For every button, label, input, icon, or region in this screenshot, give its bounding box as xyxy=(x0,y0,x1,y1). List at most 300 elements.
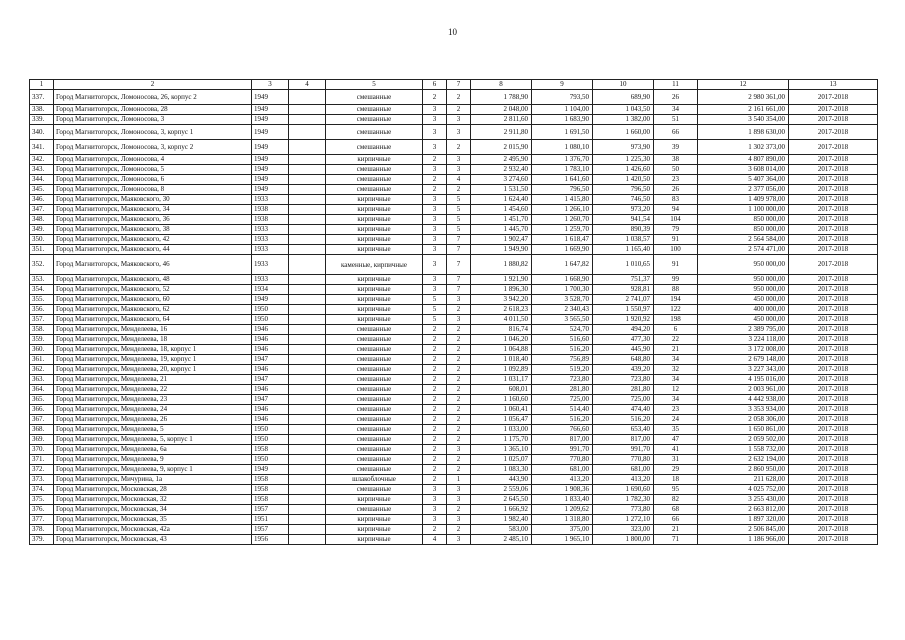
cell-living-area: 689,90 xyxy=(593,90,654,105)
cell-address: Город Магнитогорск, Менделеева, 22 xyxy=(54,385,252,395)
cell-cost: 2 058 306,00 xyxy=(698,415,789,425)
cell-wall-material: кирпичные xyxy=(326,525,423,535)
cell-wall-material: смешанные xyxy=(326,435,423,445)
cell-address: Город Магнитогорск, Ломоносова, 5 xyxy=(54,165,252,175)
cell-wall-material: смешанные xyxy=(326,395,423,405)
cell-address: Город Магнитогорск, Маяковского, 44 xyxy=(54,245,252,255)
cell-row-number: 352. xyxy=(30,255,54,275)
cell-row-number: 364. xyxy=(30,385,54,395)
cell-year-built: 1950 xyxy=(252,425,289,435)
table-row xyxy=(30,305,878,315)
cell-wall-material: кирпичные xyxy=(326,275,423,285)
cell-total-area: 2 048,00 xyxy=(471,105,532,115)
cell-address: Город Магнитогорск, Мичурина, 1а xyxy=(54,475,252,485)
cell-address: Город Магнитогорск, Ломоносова, 3, корпус 1 xyxy=(54,125,252,140)
cell-col-4 xyxy=(289,495,326,505)
header-cell: 2 xyxy=(54,80,252,90)
cell-year-built: 1958 xyxy=(252,485,289,495)
header-cell: 6 xyxy=(423,80,447,90)
cell-cost: 3 353 934,00 xyxy=(698,405,789,415)
cell-total-area: 816,74 xyxy=(471,325,532,335)
cell-floors: 2 xyxy=(423,175,447,185)
cell-year-built: 1947 xyxy=(252,375,289,385)
cell-floors: 5 xyxy=(423,315,447,325)
cell-period: 2017-2018 xyxy=(789,435,878,445)
cell-residents: 26 xyxy=(654,90,698,105)
cell-col-4 xyxy=(289,305,326,315)
cell-cost: 3 172 008,00 xyxy=(698,345,789,355)
cell-floors: 3 xyxy=(423,165,447,175)
cell-living-area: 413,20 xyxy=(593,475,654,485)
cell-floors: 2 xyxy=(423,455,447,465)
cell-col-4 xyxy=(289,235,326,245)
cell-entrances: 2 xyxy=(447,525,471,535)
cell-wall-material: смешанные xyxy=(326,175,423,185)
cell-entrances: 3 xyxy=(447,165,471,175)
cell-living-area: 1 426,60 xyxy=(593,165,654,175)
cell-cost: 950 000,00 xyxy=(698,255,789,275)
table-row xyxy=(30,195,878,205)
cell-wall-material: смешанные xyxy=(326,165,423,175)
cell-residents: 88 xyxy=(654,285,698,295)
cell-wall-material: смешанные xyxy=(326,415,423,425)
cell-year-built: 1947 xyxy=(252,395,289,405)
cell-wall-material: смешанные xyxy=(326,125,423,140)
cell-total-area: 1 031,17 xyxy=(471,375,532,385)
cell-col-4 xyxy=(289,195,326,205)
cell-living-area: 439,20 xyxy=(593,365,654,375)
cell-entrances: 3 xyxy=(447,495,471,505)
cell-cost: 4 442 938,00 xyxy=(698,395,789,405)
cell-period: 2017-2018 xyxy=(789,125,878,140)
cell-row-number: 345. xyxy=(30,185,54,195)
table-row xyxy=(30,395,878,405)
cell-wall-material: шлакоблочные xyxy=(326,475,423,485)
cell-year-built: 1950 xyxy=(252,305,289,315)
cell-residents: 34 xyxy=(654,105,698,115)
cell-year-built: 1958 xyxy=(252,495,289,505)
cell-row-number: 346. xyxy=(30,195,54,205)
cell-entrances: 3 xyxy=(447,315,471,325)
cell-residential-area: 1 683,90 xyxy=(532,115,593,125)
cell-cost: 211 628,00 xyxy=(698,475,789,485)
cell-address: Город Магнитогорск, Ломоносова, 8 xyxy=(54,185,252,195)
cell-wall-material: кирпичные xyxy=(326,535,423,545)
cell-floors: 3 xyxy=(423,140,447,155)
cell-entrances: 2 xyxy=(447,425,471,435)
cell-address: Город Магнитогорск, Менделеева, 20, корпус 1 xyxy=(54,365,252,375)
table-row xyxy=(30,405,878,415)
cell-residential-area: 991,70 xyxy=(532,445,593,455)
table-row xyxy=(30,225,878,235)
cell-row-number: 341. xyxy=(30,140,54,155)
cell-living-area: 516,20 xyxy=(593,415,654,425)
cell-living-area: 1 920,92 xyxy=(593,315,654,325)
cell-entrances: 2 xyxy=(447,455,471,465)
header-cell: 8 xyxy=(471,80,532,90)
cell-total-area: 1 064,88 xyxy=(471,345,532,355)
cell-col-4 xyxy=(289,245,326,255)
cell-total-area: 2 811,60 xyxy=(471,115,532,125)
cell-residential-area: 756,89 xyxy=(532,355,593,365)
header-row xyxy=(30,80,878,90)
cell-cost: 2 389 795,00 xyxy=(698,325,789,335)
cell-address: Город Магнитогорск, Ломоносова, 6 xyxy=(54,175,252,185)
cell-row-number: 358. xyxy=(30,325,54,335)
table-row xyxy=(30,435,878,445)
cell-living-area: 2 741,07 xyxy=(593,295,654,305)
cell-year-built: 1949 xyxy=(252,155,289,165)
cell-col-4 xyxy=(289,115,326,125)
cell-cost: 5 407 364,00 xyxy=(698,175,789,185)
cell-year-built: 1946 xyxy=(252,405,289,415)
cell-living-area: 653,40 xyxy=(593,425,654,435)
cell-period: 2017-2018 xyxy=(789,425,878,435)
cell-residents: 6 xyxy=(654,325,698,335)
cell-total-area: 1 624,40 xyxy=(471,195,532,205)
cell-col-4 xyxy=(289,535,326,545)
cell-period: 2017-2018 xyxy=(789,175,878,185)
cell-row-number: 344. xyxy=(30,175,54,185)
cell-total-area: 2 495,90 xyxy=(471,155,532,165)
table-row xyxy=(30,105,878,115)
cell-wall-material: смешанные xyxy=(326,445,423,455)
cell-wall-material: смешанные xyxy=(326,465,423,475)
cell-year-built: 1933 xyxy=(252,235,289,245)
cell-entrances: 2 xyxy=(447,375,471,385)
cell-floors: 2 xyxy=(423,355,447,365)
cell-year-built: 1946 xyxy=(252,325,289,335)
cell-address: Город Магнитогорск, Маяковского, 34 xyxy=(54,205,252,215)
table-row xyxy=(30,285,878,295)
cell-entrances: 3 xyxy=(447,155,471,165)
cell-total-area: 1 025,07 xyxy=(471,455,532,465)
cell-wall-material: кирпичные xyxy=(326,195,423,205)
cell-col-4 xyxy=(289,215,326,225)
cell-total-area: 1 018,40 xyxy=(471,355,532,365)
cell-wall-material: смешанные xyxy=(326,355,423,365)
cell-address: Город Магнитогорск, Московская, 42а xyxy=(54,525,252,535)
cell-period: 2017-2018 xyxy=(789,375,878,385)
cell-residents: 39 xyxy=(654,140,698,155)
table-row xyxy=(30,140,878,155)
cell-residential-area: 1 669,90 xyxy=(532,245,593,255)
cell-total-area: 2 015,90 xyxy=(471,140,532,155)
cell-cost: 3 227 343,00 xyxy=(698,365,789,375)
cell-entrances: 5 xyxy=(447,195,471,205)
cell-entrances: 1 xyxy=(447,475,471,485)
cell-residents: 31 xyxy=(654,455,698,465)
cell-period: 2017-2018 xyxy=(789,115,878,125)
cell-col-4 xyxy=(289,465,326,475)
cell-floors: 2 xyxy=(423,90,447,105)
cell-living-area: 1 165,40 xyxy=(593,245,654,255)
table-row xyxy=(30,295,878,305)
cell-year-built: 1946 xyxy=(252,335,289,345)
cell-col-4 xyxy=(289,255,326,275)
cell-floors: 3 xyxy=(423,215,447,225)
cell-wall-material: кирпичные xyxy=(326,225,423,235)
cell-total-area: 2 559,06 xyxy=(471,485,532,495)
cell-floors: 3 xyxy=(423,505,447,515)
cell-entrances: 2 xyxy=(447,140,471,155)
cell-living-area: 725,00 xyxy=(593,395,654,405)
cell-year-built: 1957 xyxy=(252,505,289,515)
cell-residents: 35 xyxy=(654,425,698,435)
header-cell: 7 xyxy=(447,80,471,90)
cell-floors: 2 xyxy=(423,475,447,485)
cell-floors: 3 xyxy=(423,495,447,505)
cell-cost: 2 003 961,00 xyxy=(698,385,789,395)
cell-row-number: 353. xyxy=(30,275,54,285)
cell-living-area: 746,50 xyxy=(593,195,654,205)
cell-period: 2017-2018 xyxy=(789,235,878,245)
cell-floors: 2 xyxy=(423,325,447,335)
cell-year-built: 1957 xyxy=(252,525,289,535)
header-cell: 12 xyxy=(698,80,789,90)
cell-residential-area: 725,00 xyxy=(532,395,593,405)
header-cell: 5 xyxy=(326,80,423,90)
cell-col-4 xyxy=(289,225,326,235)
cell-wall-material: смешанные xyxy=(326,105,423,115)
cell-total-area: 1 949,90 xyxy=(471,245,532,255)
cell-residential-area: 1 647,82 xyxy=(532,255,593,275)
cell-row-number: 360. xyxy=(30,345,54,355)
cell-address: Город Магнитогорск, Менделеева, 18, корпус 1 xyxy=(54,345,252,355)
cell-entrances: 2 xyxy=(447,325,471,335)
cell-year-built: 1949 xyxy=(252,105,289,115)
cell-col-4 xyxy=(289,485,326,495)
cell-address: Город Магнитогорск, Менделеева, 19, корпус 1 xyxy=(54,355,252,365)
cell-row-number: 349. xyxy=(30,225,54,235)
cell-col-4 xyxy=(289,425,326,435)
cell-residents: 26 xyxy=(654,185,698,195)
cell-year-built: 1958 xyxy=(252,445,289,455)
cell-floors: 3 xyxy=(423,245,447,255)
cell-residential-area: 516,20 xyxy=(532,345,593,355)
cell-row-number: 343. xyxy=(30,165,54,175)
cell-wall-material: смешанные xyxy=(326,140,423,155)
cell-living-area: 751,37 xyxy=(593,275,654,285)
cell-residents: 34 xyxy=(654,375,698,385)
cell-residents: 198 xyxy=(654,315,698,325)
cell-address: Город Магнитогорск, Ломоносова, 26, корпус 2 xyxy=(54,90,252,105)
cell-floors: 2 xyxy=(423,435,447,445)
cell-residential-area: 1 209,62 xyxy=(532,505,593,515)
cell-entrances: 3 xyxy=(447,125,471,140)
cell-entrances: 2 xyxy=(447,345,471,355)
cell-residents: 24 xyxy=(654,415,698,425)
cell-residential-area: 1 641,60 xyxy=(532,175,593,185)
cell-cost: 4 195 016,00 xyxy=(698,375,789,385)
cell-residential-area: 770,80 xyxy=(532,455,593,465)
cell-residents: 95 xyxy=(654,485,698,495)
cell-entrances: 2 xyxy=(447,505,471,515)
table-row xyxy=(30,275,878,285)
cell-period: 2017-2018 xyxy=(789,225,878,235)
cell-living-area: 494,20 xyxy=(593,325,654,335)
cell-row-number: 340. xyxy=(30,125,54,140)
cell-entrances: 2 xyxy=(447,405,471,415)
cell-residents: 47 xyxy=(654,435,698,445)
cell-address: Город Магнитогорск, Московская, 28 xyxy=(54,485,252,495)
cell-period: 2017-2018 xyxy=(789,385,878,395)
cell-residents: 82 xyxy=(654,495,698,505)
cell-living-area: 973,90 xyxy=(593,140,654,155)
cell-col-4 xyxy=(289,295,326,305)
cell-wall-material: кирпичные xyxy=(326,205,423,215)
cell-period: 2017-2018 xyxy=(789,275,878,285)
cell-entrances: 3 xyxy=(447,515,471,525)
cell-year-built: 1938 xyxy=(252,205,289,215)
cell-cost: 2 377 056,00 xyxy=(698,185,789,195)
cell-residential-area: 766,60 xyxy=(532,425,593,435)
cell-total-area: 1 451,70 xyxy=(471,215,532,225)
cell-cost: 2 506 845,00 xyxy=(698,525,789,535)
cell-wall-material: кирпичные xyxy=(326,235,423,245)
cell-col-4 xyxy=(289,395,326,405)
cell-wall-material: смешанные xyxy=(326,335,423,345)
cell-floors: 2 xyxy=(423,385,447,395)
cell-address: Город Магнитогорск, Менделеева, 26 xyxy=(54,415,252,425)
cell-year-built: 1933 xyxy=(252,225,289,235)
cell-year-built: 1946 xyxy=(252,345,289,355)
cell-total-area: 1 033,00 xyxy=(471,425,532,435)
header-cell: 3 xyxy=(252,80,289,90)
cell-residents: 99 xyxy=(654,275,698,285)
cell-year-built: 1956 xyxy=(252,535,289,545)
cell-residents: 50 xyxy=(654,165,698,175)
cell-total-area: 1 921,90 xyxy=(471,275,532,285)
table-row xyxy=(30,375,878,385)
cell-row-number: 369. xyxy=(30,435,54,445)
cell-row-number: 368. xyxy=(30,425,54,435)
cell-period: 2017-2018 xyxy=(789,335,878,345)
cell-floors: 3 xyxy=(423,205,447,215)
cell-total-area: 1 454,60 xyxy=(471,205,532,215)
cell-floors: 2 xyxy=(423,365,447,375)
cell-cost: 1 409 978,00 xyxy=(698,195,789,205)
cell-col-4 xyxy=(289,185,326,195)
table-row xyxy=(30,465,878,475)
cell-residents: 104 xyxy=(654,215,698,225)
cell-row-number: 350. xyxy=(30,235,54,245)
cell-residents: 83 xyxy=(654,195,698,205)
cell-wall-material: смешанные xyxy=(326,185,423,195)
cell-col-4 xyxy=(289,455,326,465)
cell-row-number: 362. xyxy=(30,365,54,375)
cell-address: Город Магнитогорск, Маяковского, 64 xyxy=(54,315,252,325)
cell-row-number: 361. xyxy=(30,355,54,365)
cell-year-built: 1949 xyxy=(252,465,289,475)
cell-cost: 2 632 194,00 xyxy=(698,455,789,465)
cell-cost: 850 000,00 xyxy=(698,225,789,235)
cell-address: Город Магнитогорск, Московская, 35 xyxy=(54,515,252,525)
cell-address: Город Магнитогорск, Московская, 32 xyxy=(54,495,252,505)
cell-residents: 29 xyxy=(654,465,698,475)
cell-wall-material: смешанные xyxy=(326,345,423,355)
cell-residents: 18 xyxy=(654,475,698,485)
cell-living-area: 477,30 xyxy=(593,335,654,345)
cell-cost: 3 540 354,00 xyxy=(698,115,789,125)
cell-entrances: 3 xyxy=(447,445,471,455)
cell-row-number: 373. xyxy=(30,475,54,485)
cell-address: Город Магнитогорск, Маяковского, 38 xyxy=(54,225,252,235)
cell-row-number: 356. xyxy=(30,305,54,315)
cell-wall-material: кирпичные xyxy=(326,315,423,325)
cell-total-area: 1 060,41 xyxy=(471,405,532,415)
cell-cost: 850 000,00 xyxy=(698,215,789,225)
cell-residents: 34 xyxy=(654,355,698,365)
cell-floors: 3 xyxy=(423,275,447,285)
cell-living-area: 1 420,50 xyxy=(593,175,654,185)
cell-col-4 xyxy=(289,525,326,535)
cell-period: 2017-2018 xyxy=(789,165,878,175)
cell-floors: 3 xyxy=(423,285,447,295)
cell-residential-area: 1 260,70 xyxy=(532,215,593,225)
cell-col-4 xyxy=(289,335,326,345)
cell-residential-area: 516,20 xyxy=(532,415,593,425)
cell-wall-material: кирпичные xyxy=(326,285,423,295)
cell-period: 2017-2018 xyxy=(789,345,878,355)
cell-address: Город Магнитогорск, Менделеева, 5, корпус 1 xyxy=(54,435,252,445)
cell-col-4 xyxy=(289,385,326,395)
cell-residents: 51 xyxy=(654,115,698,125)
cell-living-area: 991,70 xyxy=(593,445,654,455)
cell-entrances: 2 xyxy=(447,305,471,315)
cell-floors: 3 xyxy=(423,105,447,115)
cell-floors: 2 xyxy=(423,465,447,475)
cell-period: 2017-2018 xyxy=(789,245,878,255)
cell-cost: 950 000,00 xyxy=(698,275,789,285)
cell-residential-area: 1 318,80 xyxy=(532,515,593,525)
cell-living-area: 1 782,30 xyxy=(593,495,654,505)
cell-floors: 3 xyxy=(423,515,447,525)
cell-residential-area: 1 965,10 xyxy=(532,535,593,545)
cell-period: 2017-2018 xyxy=(789,505,878,515)
cell-living-area: 973,20 xyxy=(593,205,654,215)
cell-year-built: 1949 xyxy=(252,185,289,195)
cell-year-built: 1938 xyxy=(252,215,289,225)
cell-address: Город Магнитогорск, Менделеева, 23 xyxy=(54,395,252,405)
cell-living-area: 681,00 xyxy=(593,465,654,475)
cell-wall-material: смешанные xyxy=(326,425,423,435)
cell-period: 2017-2018 xyxy=(789,305,878,315)
cell-total-area: 583,00 xyxy=(471,525,532,535)
cell-address: Город Магнитогорск, Московская, 43 xyxy=(54,535,252,545)
cell-year-built: 1933 xyxy=(252,255,289,275)
cell-cost: 4 025 752,00 xyxy=(698,485,789,495)
cell-entrances: 7 xyxy=(447,285,471,295)
cell-period: 2017-2018 xyxy=(789,405,878,415)
cell-entrances: 2 xyxy=(447,395,471,405)
cell-col-4 xyxy=(289,140,326,155)
cell-row-number: 357. xyxy=(30,315,54,325)
cell-living-area: 281,80 xyxy=(593,385,654,395)
cell-entrances: 5 xyxy=(447,205,471,215)
cell-living-area: 928,81 xyxy=(593,285,654,295)
cell-wall-material: смешанные xyxy=(326,385,423,395)
cell-period: 2017-2018 xyxy=(789,315,878,325)
cell-entrances: 3 xyxy=(447,535,471,545)
table-row xyxy=(30,215,878,225)
cell-row-number: 377. xyxy=(30,515,54,525)
cell-residents: 66 xyxy=(654,515,698,525)
cell-total-area: 1 445,70 xyxy=(471,225,532,235)
cell-residential-area: 413,20 xyxy=(532,475,593,485)
cell-cost: 450 000,00 xyxy=(698,315,789,325)
cell-total-area: 1 531,50 xyxy=(471,185,532,195)
